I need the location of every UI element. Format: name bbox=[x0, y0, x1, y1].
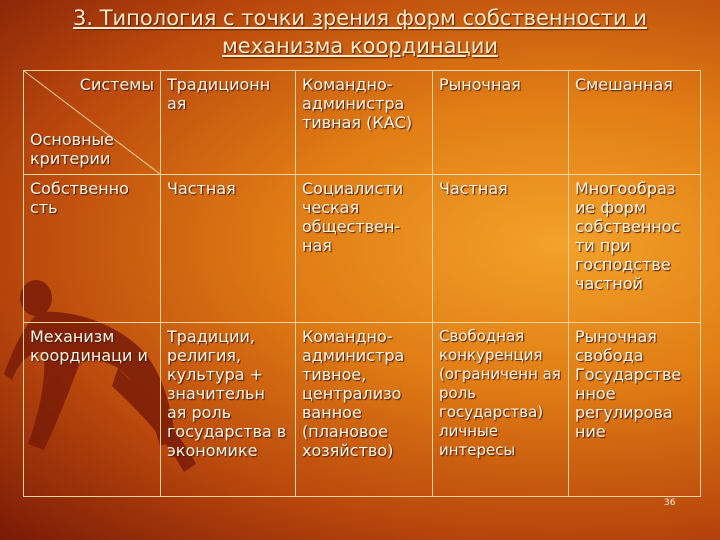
page-number: 36 bbox=[664, 498, 676, 508]
table-cell: Социалисти ческая обществен-ная bbox=[296, 175, 433, 323]
slide-title bbox=[0, 4, 720, 60]
corner-criteria-label: Основные критерии bbox=[30, 130, 115, 168]
table-cell: Командно-администра тивное, централизо ванное (плановое хозяйство) bbox=[296, 323, 433, 497]
table-header-row bbox=[24, 71, 701, 175]
header-command: Командно-администра тивная (КАС) bbox=[296, 71, 433, 175]
table-row bbox=[24, 323, 701, 497]
corner-systems-label: Системы bbox=[79, 75, 154, 94]
header-mixed: Смешанная bbox=[569, 71, 701, 175]
table-cell: Многообраз ие форм собственнос ти при господстве частной bbox=[569, 175, 701, 323]
title-line-1: 3. Типология с точки зрения форм собственности и bbox=[73, 6, 647, 30]
header-market: Рыночная bbox=[433, 71, 569, 175]
row-label-coordination: Механизм координаци и bbox=[24, 323, 161, 497]
title-line-2: механизма координации bbox=[221, 34, 499, 58]
table-cell: Частная bbox=[433, 175, 569, 323]
table-cell: Частная bbox=[161, 175, 296, 323]
typology-table bbox=[23, 70, 701, 497]
table-row bbox=[24, 175, 701, 323]
table-cell: Свободная конкуренция (ограниченн ая роль государства) личные интересы bbox=[433, 323, 569, 497]
row-label-ownership: Собственно сть bbox=[24, 175, 161, 323]
table-cell: Традиции, религия, культура + значительн ая роль государства в экономике bbox=[161, 323, 296, 497]
table-cell: Рыночная свобода Государстве нное регулирова ние bbox=[569, 323, 701, 497]
header-traditional: Традиционн ая bbox=[161, 71, 296, 175]
table-corner-cell bbox=[24, 71, 161, 175]
